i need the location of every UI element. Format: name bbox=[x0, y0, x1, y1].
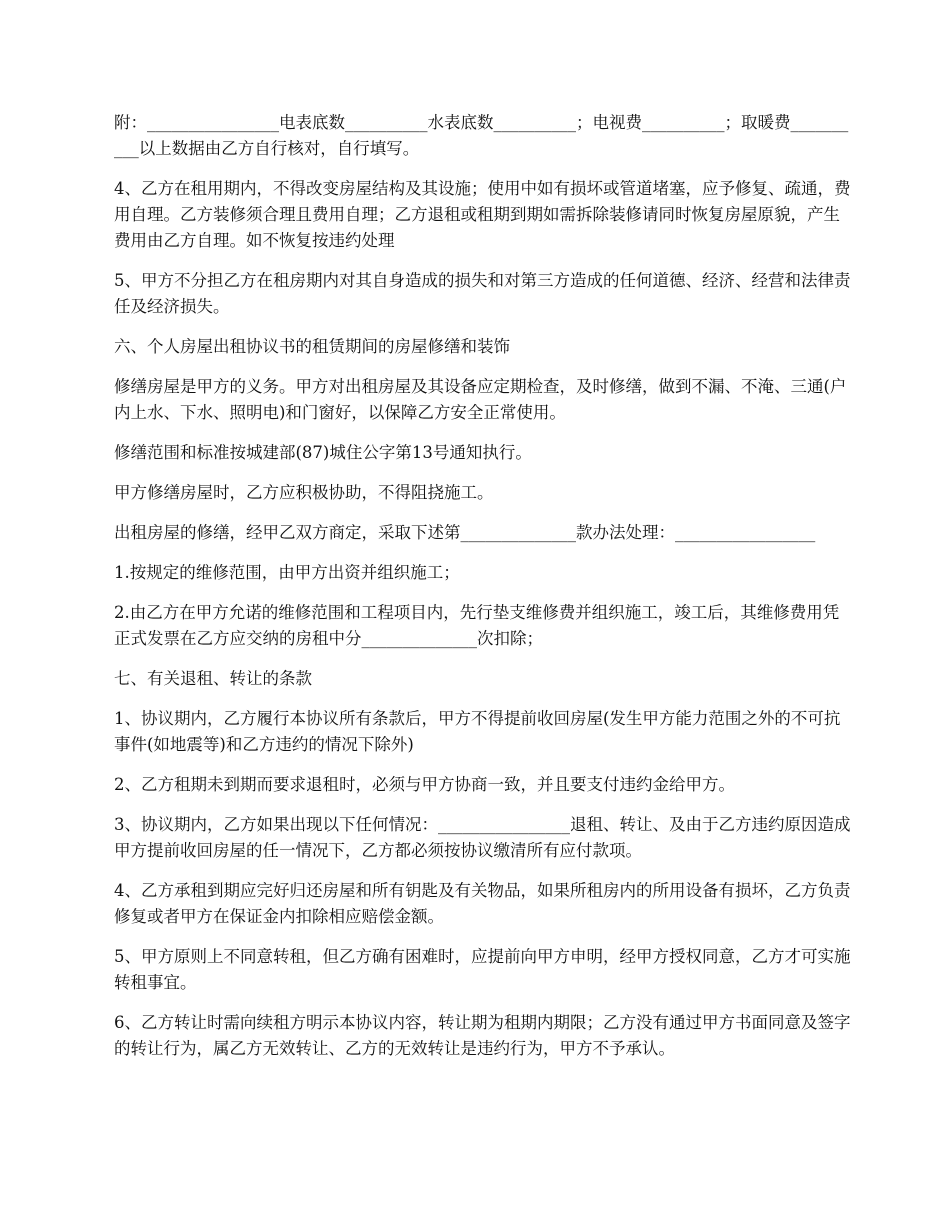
paragraph-repair-method: 出租房屋的修缮，经甲乙双方商定，采取下述第______________款办法处理：_________________ bbox=[114, 523, 816, 542]
paragraph-repair-cooperation: 甲方修缮房屋时，乙方应积极协助，不得阻挠施工。 bbox=[114, 483, 494, 502]
paragraph-termination-5: 5、甲方原则上不同意转租，但乙方确有困难时，应提前向甲方申明，经甲方授权同意，乙方才可实施转租事宜。 bbox=[114, 947, 851, 992]
document-page bbox=[114, 110, 854, 1076]
paragraph-repair-duty: 修缮房屋是甲方的义务。甲方对出租房屋及其设备应定期检查，及时修缮，做到不漏、不淹、三通(户内上水、下水、照明电)和门窗好，以保障乙方安全正常使用。 bbox=[114, 377, 847, 422]
paragraph-termination-3: 3、协议期内，乙方如果出现以下任何情况：________________退租、转让、及由于乙方违约原因造成甲方提前收回房屋的任一情况下，乙方都必须按协议缴清所有应付款项。 bbox=[114, 815, 851, 860]
paragraph-utilities: 附：________________电表底数__________水表底数__________；电视费__________；取暖费__________以上数据由乙方自行核对，自行填写。 bbox=[114, 113, 849, 158]
paragraph-repair-standard: 修缮范围和标准按城建部(87)城住公字第13号通知执行。 bbox=[114, 443, 532, 462]
paragraph-termination-1: 1、协议期内，乙方履行本协议所有条款后，甲方不得提前收回房屋(发生甲方能力范围之外的不可抗事件(如地震等)和乙方违约的情况下除外) bbox=[114, 709, 841, 754]
paragraph-repair-option-2: 2.由乙方在甲方允诺的维修范围和工程项目内，先行垫支维修费并组织施工，竣工后，其维修费用凭正式发票在乙方应交纳的房租中分______________次扣除； bbox=[114, 603, 840, 648]
section-heading-6: 六、个人房屋出租协议书的租赁期间的房屋修缮和装饰 bbox=[114, 337, 510, 356]
paragraph-repair-option-1: 1.按规定的维修范围，由甲方出资并组织施工； bbox=[114, 563, 460, 582]
paragraph-clause-5-liability: 5、甲方不分担乙方在租房期内对其自身造成的损失和对第三方造成的任何道德、经济、经营和法律责任及经济损失。 bbox=[114, 271, 851, 316]
section-heading-7: 七、有关退租、转让的条款 bbox=[114, 669, 312, 688]
paragraph-termination-4: 4、乙方承租到期应完好归还房屋和所有钥匙及有关物品，如果所租房内的所用设备有损坏，乙方负责修复或者甲方在保证金内扣除相应赔偿金额。 bbox=[114, 881, 851, 926]
paragraph-clause-4-repairs: 4、乙方在租用期内，不得改变房屋结构及其设施；使用中如有损坏或管道堵塞，应予修复、疏通，费用自理。乙方装修须合理且费用自理；乙方退租或租期到期如需拆除装修请同时恢复房屋原貌，产生费用由乙方自理。如不恢复按违约处理 bbox=[114, 179, 851, 250]
paragraph-termination-2: 2、乙方租期未到期而要求退租时，必须与甲方协商一致，并且要支付违约金给甲方。 bbox=[114, 775, 735, 794]
paragraph-termination-6: 6、乙方转让时需向续租方明示本协议内容，转让期为租期内期限；乙方没有通过甲方书面同意及签字的转让行为，属乙方无效转让、乙方的无效转让是违约行为，甲方不予承认。 bbox=[114, 1013, 851, 1058]
